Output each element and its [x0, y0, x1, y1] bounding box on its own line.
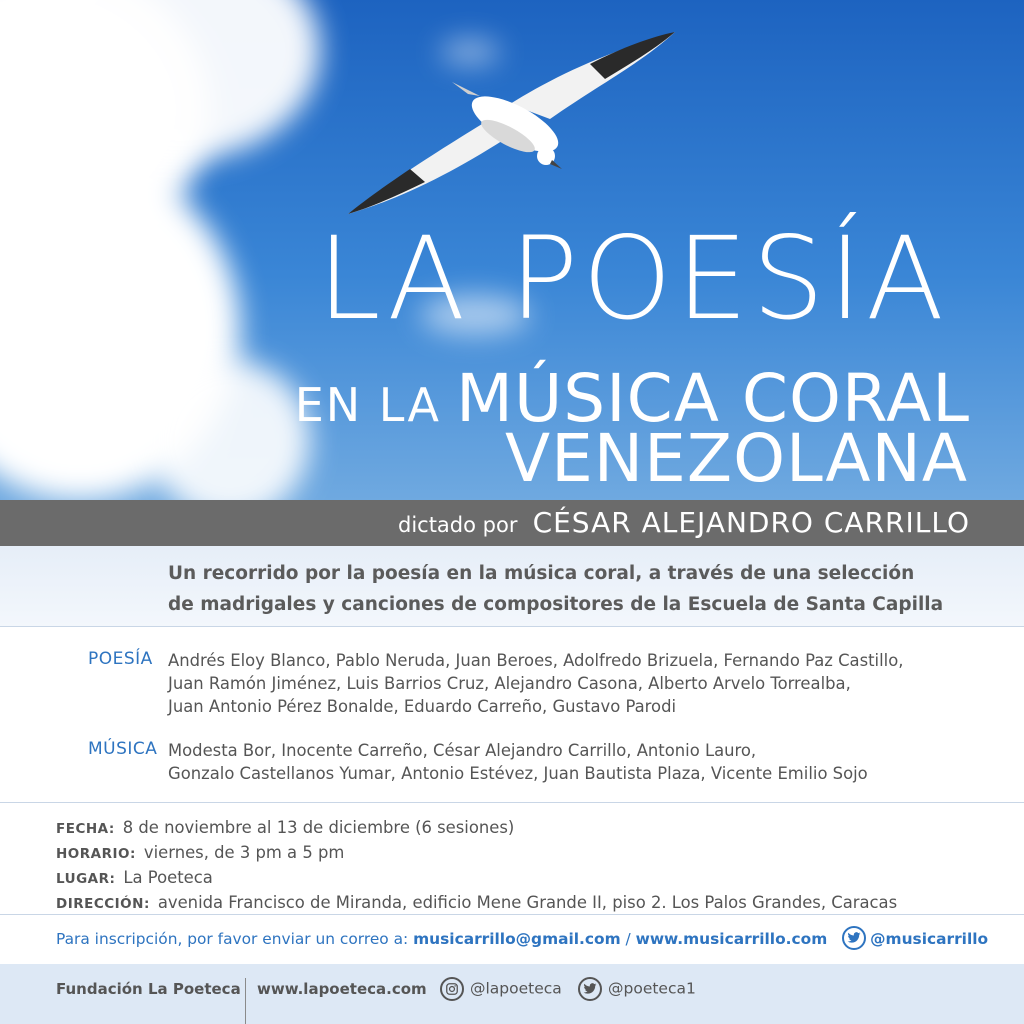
- title-venezolana: VENEZOLANA: [504, 420, 968, 497]
- divider: [0, 626, 1024, 627]
- address-row: [56, 891, 897, 916]
- presenter-label: dictado por: [397, 513, 518, 537]
- footer-divider: [245, 978, 246, 1024]
- place-row: [56, 866, 897, 891]
- music-line: Gonzalo Castellanos Yumar, Antonio Estévez, Juan Bautista Plaza, Vicente Emilio Sojo: [168, 764, 868, 783]
- date-value: 8 de noviembre al 13 de diciembre (6 sesiones): [122, 818, 515, 837]
- description-line: Un recorrido por la poesía en la música coral, a través de una selección: [168, 563, 915, 584]
- main-title: LA POESÍA: [317, 212, 948, 345]
- time-value: viernes, de 3 pm a 5 pm: [143, 843, 345, 862]
- registration-text: Para inscripción, por favor enviar un correo a:: [56, 930, 409, 948]
- footer-org: Fundación La Poeteca: [56, 980, 241, 998]
- poetry-names: [168, 649, 903, 718]
- twitter-handle: @poeteca1: [608, 979, 696, 998]
- time-row: [56, 841, 897, 866]
- hero-image: [0, 0, 1024, 500]
- title-music-coral: MÚSICA CORAL: [456, 360, 970, 437]
- poetry-line: Andrés Eloy Blanco, Pablo Neruda, Juan Beroes, Adolfredo Brizuela, Fernando Paz Castillo,: [168, 651, 904, 670]
- poetry-line: Juan Ramón Jiménez, Luis Barrios Cruz, Alejandro Casona, Alberto Arvelo Torrealba,: [168, 674, 851, 693]
- poetry-line: Juan Antonio Pérez Bonalde, Eduardo Carreño, Gustavo Parodi: [168, 697, 677, 716]
- address-label: DIRECCIÓN:: [56, 896, 150, 912]
- footer-twitter[interactable]: [578, 977, 696, 1001]
- footer: [0, 964, 1024, 1024]
- address-value: avenida Francisco de Miranda, edificio Mene Grande II, piso 2. Los Palos Grandes, Caracas: [157, 893, 898, 912]
- instagram-handle: @lapoeteca: [470, 979, 562, 998]
- registration-line: [56, 928, 988, 950]
- presenter-bar: [0, 500, 1024, 546]
- registration-website-link[interactable]: www.musicarrillo.com: [635, 930, 828, 948]
- music-label: MÚSICA: [88, 739, 158, 759]
- twitter-handle-link[interactable]: @musicarrillo: [870, 930, 989, 948]
- poetry-label: POESÍA: [88, 649, 153, 669]
- twitter-icon: [842, 926, 866, 950]
- divider: [0, 914, 1024, 915]
- description-line: de madrigales y canciones de compositores de la Escuela de Santa Capilla: [168, 594, 944, 615]
- footer-website-link[interactable]: www.lapoeteca.com: [257, 980, 427, 998]
- instagram-icon: [440, 977, 464, 1001]
- twitter-icon: [578, 977, 602, 1001]
- time-label: HORARIO:: [56, 846, 136, 862]
- date-label: FECHA:: [56, 821, 115, 837]
- place-label: LUGAR:: [56, 871, 116, 887]
- presenter-name: CÉSAR ALEJANDRO CARRILLO: [532, 506, 970, 539]
- seagull-image: [340, 24, 680, 224]
- event-details: [56, 816, 897, 916]
- description-band: [0, 546, 1024, 626]
- footer-instagram[interactable]: [440, 977, 562, 1001]
- place-value: La Poeteca: [123, 868, 213, 887]
- registration-separator: /: [625, 930, 631, 948]
- music-names: [168, 739, 868, 785]
- title-prefix: EN LA: [294, 378, 441, 432]
- divider: [0, 802, 1024, 803]
- date-row: [56, 816, 897, 841]
- registration-email-link[interactable]: musicarrillo@gmail.com: [413, 930, 621, 948]
- music-line: Modesta Bor, Inocente Carreño, César Alejandro Carrillo, Antonio Lauro,: [168, 741, 757, 760]
